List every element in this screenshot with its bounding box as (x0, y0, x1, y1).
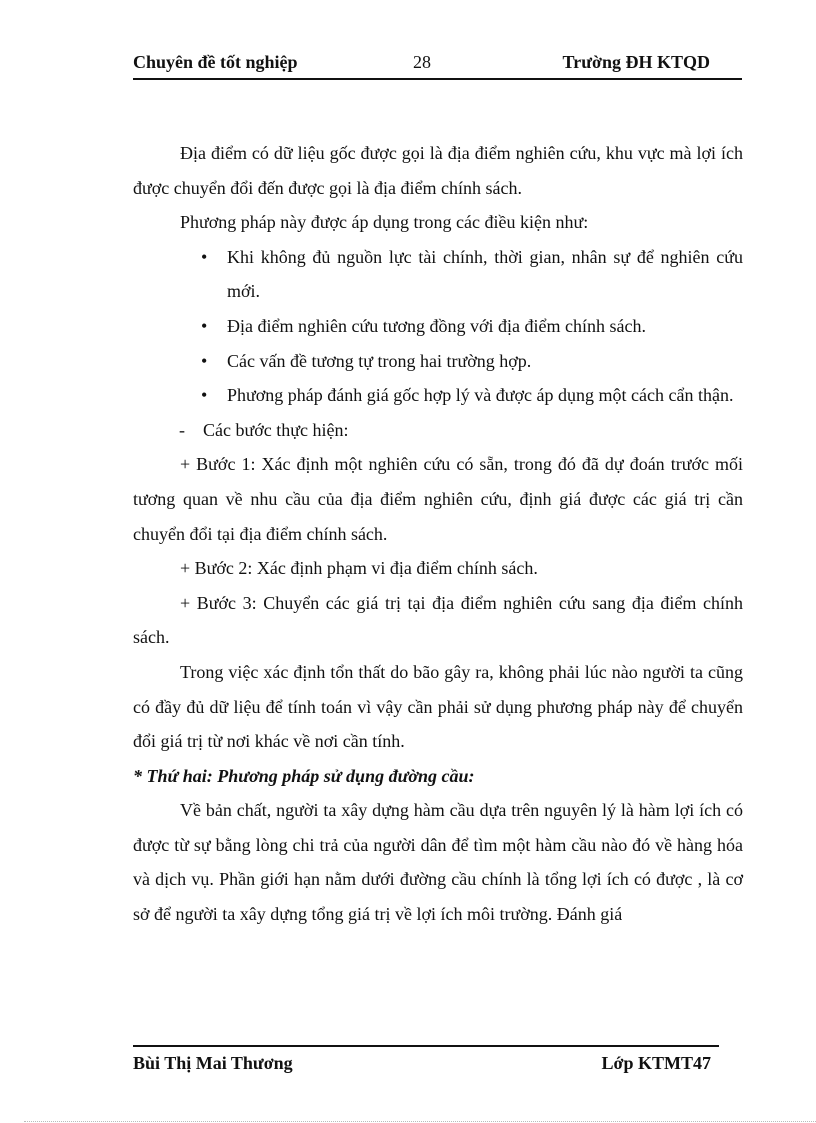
paragraph-conditions-intro: Phương pháp này được áp dụng trong các điều kiện như: (180, 212, 589, 233)
page-header (133, 50, 742, 80)
page-footer (133, 1045, 719, 1077)
header-university: Trường ĐH KTQD (562, 52, 710, 72)
header-document-title: Chuyên đề tốt nghiệp (133, 52, 298, 72)
bullet-icon: • (201, 350, 208, 371)
section-title-demand-curve: * Thứ hai: Phương pháp sử dụng đường cầu: (133, 765, 475, 786)
paragraph-demand-curve: Về bản chất, người ta xây dựng hàm cầu dựa trên nguyên lý là hàm lợi ích có được từ sự bằng lòng chi trả của người dân để tìm một hàm cầu nào đó về hàng hóa và dịch vụ. Phần giới hạn nằm dưới đường cầu chính là tổng lợi ích có được , là cơ sở để người ta xây dựng tổng giá trị về lợi ích môi trường. Đánh giá (133, 800, 743, 925)
bullet-item (133, 344, 743, 379)
page-bottom-edge (24, 1121, 816, 1122)
bullet-icon: • (201, 246, 208, 267)
step-2: + Bước 2: Xác định phạm vi địa điểm chính sách. (180, 558, 538, 579)
paragraph-storm-damage: Trong việc xác định tổn thất do bão gây ra, không phải lúc nào người ta cũng có đầy đủ dữ liệu để tính toán vì vậy cần phải sử dụng phương pháp này để chuyển đổi giá trị từ nơi khác về nơi cần tính. (133, 661, 743, 752)
step-1: + Bước 1: Xác định một nghiên cứu có sẵn, trong đó đã dự đoán trước mối tương quan về nhu cầu của địa điểm nghiên cứu, định giá được các giá trị cần chuyển đổi tại địa điểm chính sách. (133, 454, 743, 544)
footer-class: Lớp KTMT47 (601, 1053, 711, 1073)
bullet-icon: • (201, 385, 208, 406)
bullet-item (133, 378, 743, 413)
bullet-item (133, 309, 743, 344)
footer-author: Bùi Thị Mai Thương (133, 1053, 293, 1073)
bullet-item (133, 240, 743, 309)
bullet-text: Địa điểm nghiên cứu tương đồng với địa điểm chính sách. (227, 315, 646, 336)
steps-heading-text: Các bước thực hiện: (203, 419, 349, 440)
bullet-text: Các vấn đề tương tự trong hai trường hợp. (227, 350, 532, 371)
bullet-text: Phương pháp đánh giá gốc hợp lý và được áp dụng một cách cẩn thận. (227, 385, 734, 406)
step-3: + Bước 3: Chuyển các giá trị tại địa điểm nghiên cứu sang địa điểm chính sách. (133, 592, 743, 648)
document-body (133, 136, 743, 932)
bullet-text: Khi không đủ nguồn lực tài chính, thời gian, nhân sự để nghiên cứu mới. (227, 246, 743, 302)
paragraph-site-definition: Địa điểm có dữ liệu gốc được gọi là địa điểm nghiên cứu, khu vực mà lợi ích được chuyển đổi đến được gọi là địa điểm chính sách. (133, 143, 743, 198)
dash-icon: - (179, 419, 185, 440)
bullet-icon: • (201, 315, 208, 336)
header-page-number: 28 (413, 52, 431, 72)
steps-heading (133, 413, 743, 448)
